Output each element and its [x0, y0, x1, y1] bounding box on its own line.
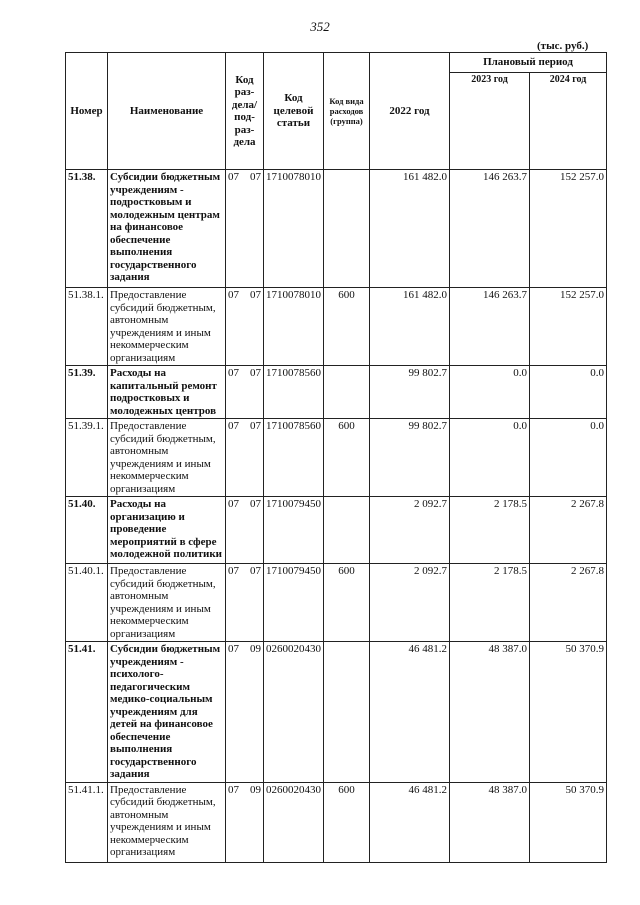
row-number: 51.41.: [66, 642, 108, 783]
row-2022: 2 092.7: [370, 497, 450, 564]
row-number: 51.38.1.: [66, 288, 108, 366]
table-row: [66, 782, 607, 862]
row-2022: 2 092.7: [370, 564, 450, 642]
row-target-code: 1710078560: [264, 366, 324, 419]
row-name: Субсидии бюджетным учреждениям - подростковым и молодежным центрам на финансовое обеспечение выполнения государственного задания: [108, 170, 226, 288]
row-2024: 0.0: [530, 366, 607, 419]
row-number: 51.39.1.: [66, 419, 108, 497]
row-target-code: 0260020430: [264, 782, 324, 862]
row-section: [226, 642, 264, 783]
row-2022: 46 481.2: [370, 642, 450, 783]
table-row: [66, 170, 607, 288]
row-section: [226, 497, 264, 564]
table-row: [66, 288, 607, 366]
header-name: Наименование: [108, 53, 226, 170]
row-target-code: 1710079450: [264, 497, 324, 564]
row-2024: 2 267.8: [530, 564, 607, 642]
row-2023: 146 263.7: [450, 288, 530, 366]
row-expense-type: [324, 170, 370, 288]
row-name: Предоставление субсидий бюджетным, автономным учреждениям и иным некоммерческим организациям: [108, 564, 226, 642]
row-2024: 2 267.8: [530, 497, 607, 564]
header-planned-period: Плановый период: [450, 53, 607, 73]
row-section-code: 07: [228, 498, 239, 510]
row-2023: 146 263.7: [450, 170, 530, 288]
row-subsection-code: 07: [250, 367, 261, 379]
row-subsection-code: 07: [250, 289, 261, 301]
row-target-code: 1710078010: [264, 170, 324, 288]
row-subsection-code: 07: [250, 565, 261, 577]
row-section: [226, 288, 264, 366]
row-expense-type: 600: [324, 419, 370, 497]
table-row: [66, 497, 607, 564]
table-row: [66, 419, 607, 497]
row-subsection-code: 07: [250, 420, 261, 432]
row-subsection-code: 07: [250, 498, 261, 510]
row-section-code: 07: [228, 420, 239, 432]
row-number: 51.40.: [66, 497, 108, 564]
row-expense-type: 600: [324, 782, 370, 862]
row-section-code: 07: [228, 783, 239, 796]
row-target-code: 1710079450: [264, 564, 324, 642]
row-2024: 0.0: [530, 419, 607, 497]
row-number: 51.38.: [66, 170, 108, 288]
row-2023: 0.0: [450, 419, 530, 497]
row-section: [226, 782, 264, 862]
header-2022: 2022 год: [370, 53, 450, 170]
row-2022: 46 481.2: [370, 782, 450, 862]
row-expense-type: 600: [324, 564, 370, 642]
budget-table: [65, 52, 607, 863]
row-2023: 2 178.5: [450, 564, 530, 642]
row-2023: 0.0: [450, 366, 530, 419]
row-2023: 48 387.0: [450, 782, 530, 862]
row-number: 51.41.1.: [66, 782, 108, 862]
row-expense-type: [324, 366, 370, 419]
row-expense-type: [324, 497, 370, 564]
row-section-code: 07: [228, 171, 239, 183]
row-name: Расходы на организацию и проведение мероприятий в сфере молодежной политики: [108, 497, 226, 564]
header-number: Номер: [66, 53, 108, 170]
row-name: Субсидии бюджетным учреждениям - психолого-педагогическим медико-социальным учреждениям для детей на финансовое обеспечение выполнения государственного задания: [108, 642, 226, 783]
row-2024: 152 257.0: [530, 170, 607, 288]
row-2022: 99 802.7: [370, 366, 450, 419]
units-label: (тыс. руб.): [537, 40, 589, 52]
row-2022: 161 482.0: [370, 170, 450, 288]
page-number: 352: [310, 19, 330, 34]
row-section-code: 07: [228, 565, 239, 577]
row-number: 51.39.: [66, 366, 108, 419]
row-section: [226, 564, 264, 642]
row-section-code: 07: [228, 643, 239, 655]
row-target-code: 1710078560: [264, 419, 324, 497]
row-expense-type: [324, 642, 370, 783]
row-name: Расходы на капитальный ремонт подростковых и молодежных центров: [108, 366, 226, 419]
row-2023: 2 178.5: [450, 497, 530, 564]
row-section: [226, 170, 264, 288]
header-2024: 2024 год: [530, 73, 607, 170]
row-expense-type: 600: [324, 288, 370, 366]
row-subsection-code: 09: [250, 783, 261, 796]
header-expense-type: Код вида расходов (группа): [324, 53, 370, 170]
row-name: Предоставление субсидий бюджетным, автономным учреждениям и иным некоммерческим организациям: [108, 419, 226, 497]
row-2022: 161 482.0: [370, 288, 450, 366]
row-number: 51.40.1.: [66, 564, 108, 642]
row-name: Предоставление субсидий бюджетным, автономным учреждениям и иным некоммерческим организациям: [108, 782, 226, 862]
row-2024: 152 257.0: [530, 288, 607, 366]
row-section: [226, 366, 264, 419]
row-subsection-code: 09: [250, 643, 261, 655]
row-2023: 48 387.0: [450, 642, 530, 783]
row-2024: 50 370.9: [530, 642, 607, 783]
row-section-code: 07: [228, 367, 239, 379]
row-target-code: 1710078010: [264, 288, 324, 366]
row-2022: 99 802.7: [370, 419, 450, 497]
row-section: [226, 419, 264, 497]
header-2023: 2023 год: [450, 73, 530, 170]
row-name: Предоставление субсидий бюджетным, автономным учреждениям и иным некоммерческим организациям: [108, 288, 226, 366]
row-section-code: 07: [228, 289, 239, 301]
table-row: [66, 642, 607, 783]
header-section: Код раз-дела/ под-раз-дела: [226, 53, 264, 170]
table-row: [66, 366, 607, 419]
table-row: [66, 564, 607, 642]
row-2024: 50 370.9: [530, 782, 607, 862]
row-subsection-code: 07: [250, 171, 261, 183]
row-target-code: 0260020430: [264, 642, 324, 783]
header-target: Код целевой статьи: [264, 53, 324, 170]
